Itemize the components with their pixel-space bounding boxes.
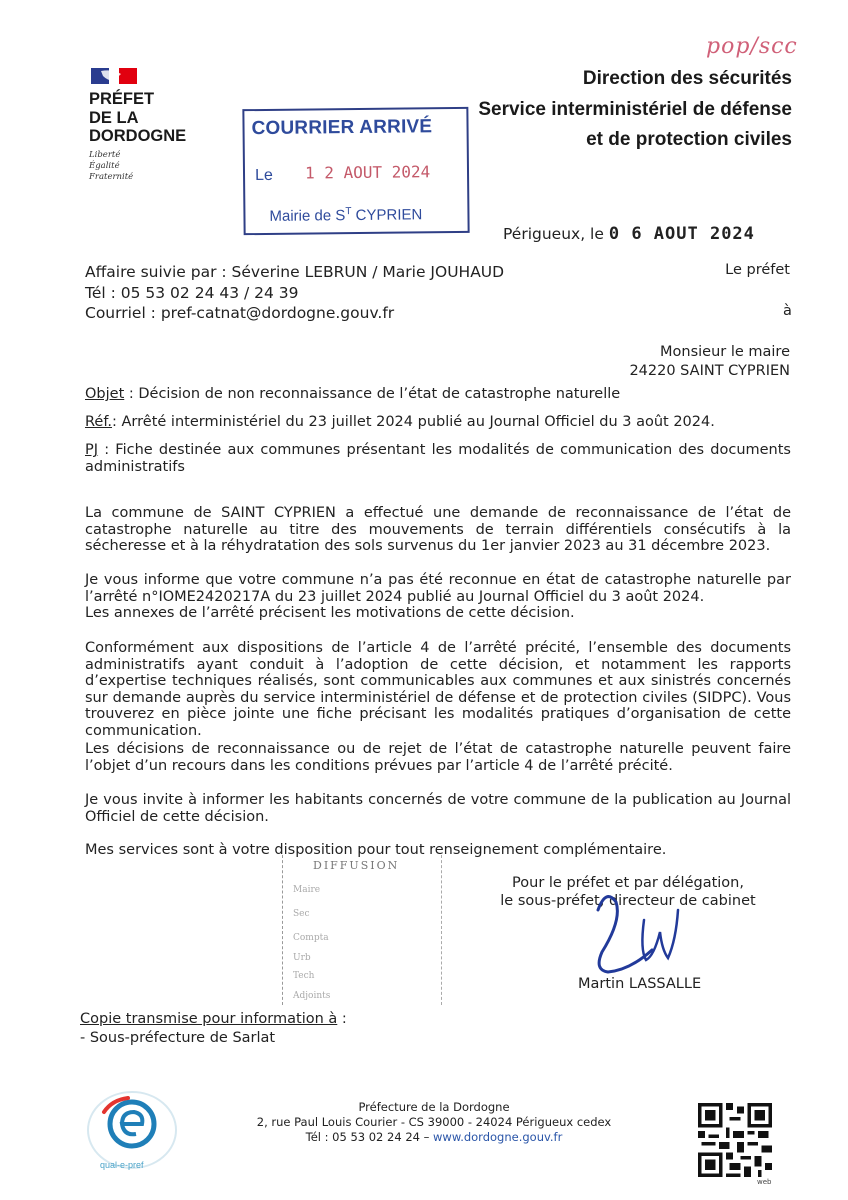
- ref-line: [85, 414, 791, 431]
- footer-website-link[interactable]: www.dordogne.gouv.fr: [433, 1130, 563, 1144]
- footer-tel: Tél : 05 53 02 24 24 –: [305, 1130, 434, 1144]
- diffusion-line: Urb: [293, 953, 311, 963]
- objet-label: Objet: [85, 386, 125, 402]
- objet-text: : Décision de non reconnaissance de l’état de catastrophe naturelle: [124, 386, 621, 402]
- recipient-block: [629, 343, 790, 380]
- copy-label: Copie transmise pour information à: [80, 1011, 338, 1027]
- stamp-mairie-sup: T: [345, 206, 352, 218]
- motto-fraternite: Fraternité: [89, 172, 134, 182]
- signatory-name: Martin LASSALLE: [578, 976, 702, 992]
- diffusion-line: Compta: [293, 933, 329, 943]
- diffusion-line: Adjoints: [293, 991, 331, 1001]
- dateline: [503, 224, 755, 244]
- logo-line-3: DORDOGNE: [89, 127, 187, 145]
- diffusion-line: Maire: [293, 885, 321, 895]
- handwritten-signature: [580, 880, 700, 990]
- pj-text: : Fiche destinée aux communes présentant les modalités de communication des documents administratifs: [85, 442, 791, 475]
- service-header: [478, 64, 792, 156]
- prefet-logo-text: [89, 90, 186, 146]
- header-line-2: Service interministériel de défense: [478, 98, 792, 120]
- diffusion-line: Sec: [293, 909, 310, 919]
- stamp-mairie-prefix: Mairie de S: [269, 207, 346, 225]
- copy-block: [80, 1010, 347, 1048]
- footer: [250, 1100, 618, 1145]
- body-paragraph-2a: Je vous informe que votre commune n’a pas été reconnue en état de catastrophe naturelle par l’arrêté n°IOME2420217A du 23 juillet 2024 publié au Journal Officiel du 3 août 2024.: [85, 572, 791, 605]
- sender-title: Le préfet: [725, 262, 790, 278]
- courrier-arrive-stamp: [242, 107, 469, 235]
- stamp-title: COURRIER ARRIVÉ: [251, 116, 433, 140]
- diffusion-line: Tech: [293, 971, 315, 981]
- contact-phone: Tél : 05 53 02 24 43 / 24 39: [85, 283, 299, 302]
- handwritten-annotation: pop/scc: [706, 34, 798, 59]
- copy-colon: :: [337, 1011, 347, 1027]
- recipient-line-1: Monsieur le maire: [660, 344, 790, 360]
- qr-label: web: [757, 1178, 772, 1186]
- logo-line-2: DE LA: [89, 108, 139, 127]
- footer-line-2: 2, rue Paul Louis Courier - CS 39000 - 24024 Périgueux cedex: [256, 1115, 612, 1129]
- qualipref-label: qual-e-pref: [100, 1160, 144, 1170]
- body-paragraph-2b: Les annexes de l’arrêté précisent les motivations de cette décision.: [85, 605, 575, 621]
- contact-block: [85, 262, 504, 324]
- ref-text: : Arrêté interministériel du 23 juillet 2024 publié au Journal Officiel du 3 août 2024.: [112, 414, 715, 430]
- pj-line: [85, 442, 791, 475]
- footer-line-1: Préfecture de la Dordogne: [358, 1100, 510, 1114]
- body-paragraph-6: Mes services sont à votre disposition pour tout renseignement complémentaire.: [85, 842, 667, 858]
- stamp-date: 1 2 AOUT 2024: [304, 162, 431, 183]
- motto-egalite: Égalité: [89, 161, 120, 171]
- dateline-prefix: Périgueux, le: [503, 225, 604, 243]
- objet-line: [85, 386, 791, 403]
- ref-label: Réf.: [85, 414, 113, 430]
- contact-email: Courriel : pref-catnat@dordogne.gouv.fr: [85, 304, 395, 322]
- recipient-line-2: 24220 SAINT CYPRIEN: [629, 362, 790, 379]
- copy-item: - Sous-préfecture de Sarlat: [80, 1030, 276, 1046]
- logo-line-1: PRÉFET: [89, 90, 155, 108]
- dateline-date: 0 6 AOUT 2024: [608, 224, 755, 244]
- body-paragraph-5: Je vous invite à informer les habitants concernés de votre commune de la publication au Journal Officiel de cette décision.: [85, 792, 791, 825]
- republic-motto: [89, 150, 133, 183]
- motto-liberte: Liberté: [89, 150, 121, 160]
- header-line-1: Direction des sécurités: [582, 68, 792, 89]
- body-paragraph-3: Conformément aux dispositions de l’article 4 de l’arrêté précité, l’ensemble des documents administratifs ayant conduit à l’adoption de cette décision, et notamment les rapports d’expertise techniques réalisés, sont communicables aux communes et aux sinistrés concernés sur demande auprès du service interministériel de défense et de protection civiles (SIDPC). Vous trouverez en pièce jointe une fiche précisant les modalités pratiques d’organisation de cette communication.: [85, 640, 791, 739]
- footer-line-3: [250, 1130, 618, 1145]
- marianne-flag-logo: [91, 68, 137, 84]
- copy-heading: [80, 1010, 347, 1029]
- body-paragraph-1: La commune de SAINT CYPRIEN a effectué une demande de reconnaissance de l’état de catastrophe naturelle au titre des mouvements de terrain différentiels consécutifs à la sécheresse et à la réhydratation des sols survenus du 1er janvier 2023 au 31 décembre 2023.: [85, 505, 791, 554]
- body-paragraph-4: Les décisions de reconnaissance ou de rejet de l’état de catastrophe naturelle peuvent faire l’objet d’un recours dans les conditions prévues par l’article 4 de l’arrêté précité.: [85, 741, 791, 774]
- stamp-mairie-suffix: CYPRIEN: [351, 206, 423, 225]
- stamp-mairie: [269, 205, 422, 225]
- sender-to: à: [783, 303, 792, 319]
- stamp-le-label: Le: [254, 166, 273, 185]
- header-line-3: et de protection civiles: [586, 129, 792, 150]
- diffusion-title: DIFFUSION: [313, 859, 400, 872]
- contact-followed-by: Affaire suivie par : Séverine LEBRUN / Marie JOUHAUD: [85, 263, 505, 281]
- signature-line-2: le sous-préfet, directeur de cabinet: [500, 893, 756, 909]
- signature-line-1: Pour le préfet et par délégation,: [512, 875, 744, 891]
- qr-code-icon: [698, 1103, 772, 1177]
- diffusion-stamp: [282, 855, 442, 1005]
- pj-label: PJ: [85, 442, 99, 458]
